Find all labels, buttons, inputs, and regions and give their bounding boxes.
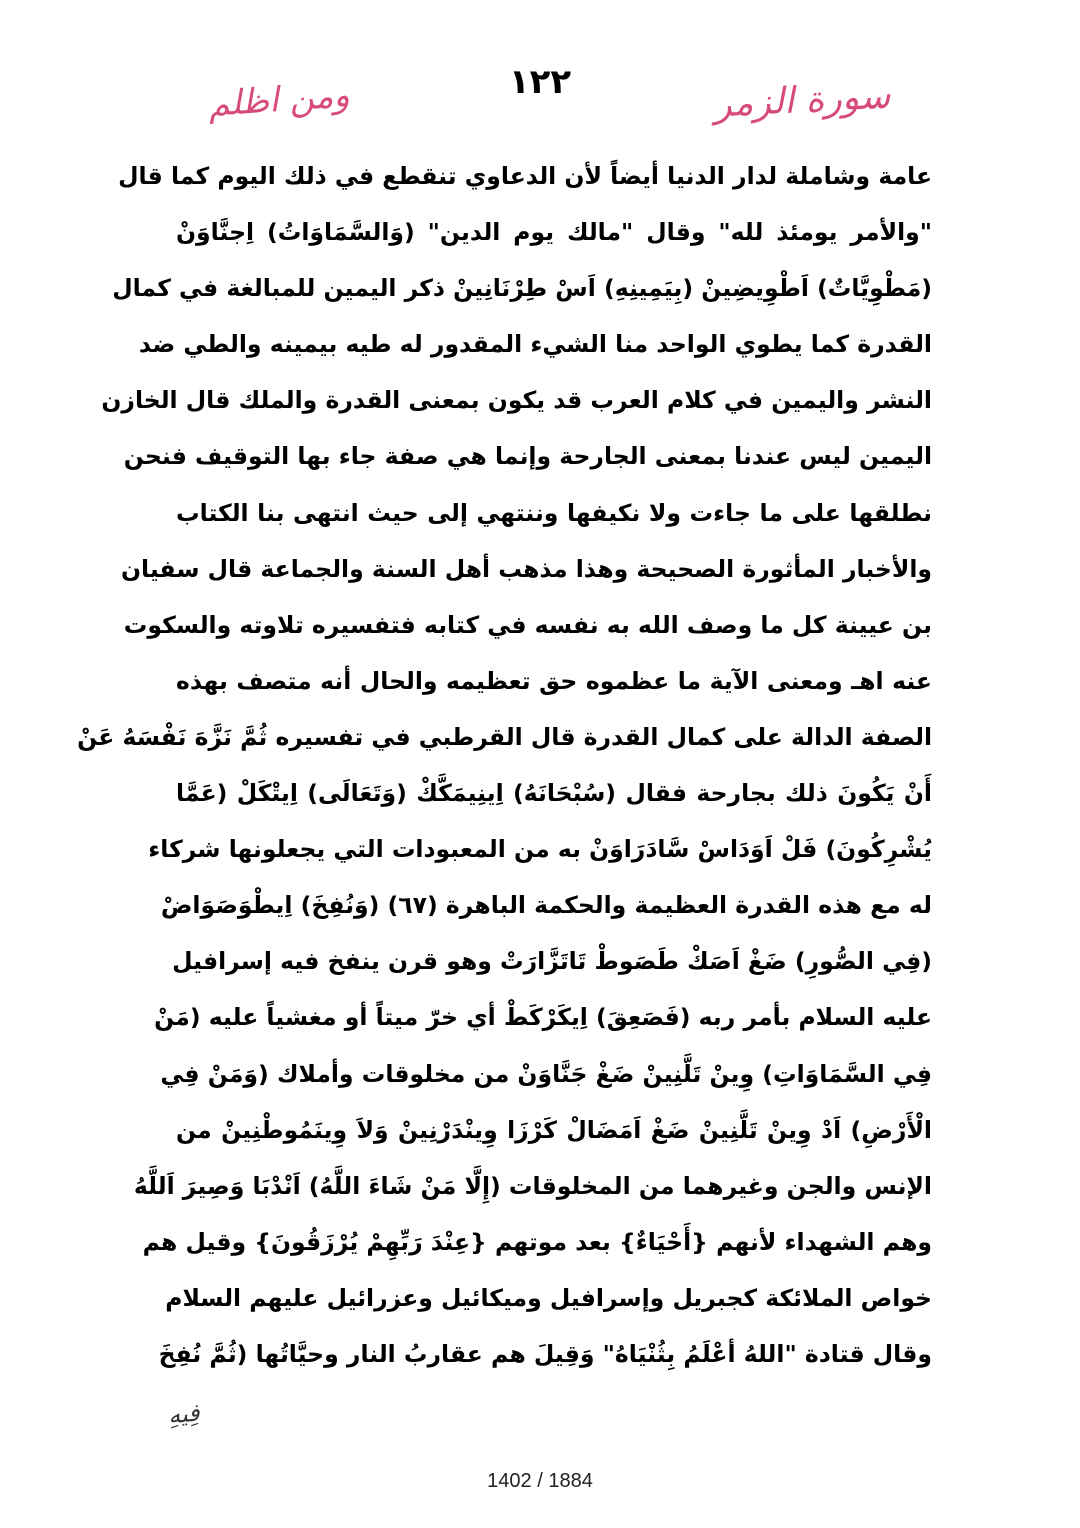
text-line: أَنْ يَكُونَ ذلك بجارحة فقال (سُبْحَانَهُ) اِينِيمَكَّكْ (وَتَعَالَى) اِيتْكَلْ (عَمَّا [176,779,932,808]
text-line: خواص الملائكة كجبريل وإسرافيل وميكائيل وعزرائيل عليهم السلام [165,1283,932,1312]
text-line: بن عيينة كل ما وصف الله به نفسه في كتابه فتفسيره تلاوته والسكوت [123,610,932,639]
text-line: (مَطْوِيَّاتٌ) اَطْوِيضِينْ (بِيَمِينِهِ) اَسْ طِرْنَانِينْ ذكر اليمين للمبالغة في كمال [112,274,932,303]
text-line: (فِي الصُّورِ) ضَغْ اَصَكْ طَصَوطْ تَاتَزَّارَتْ وهو قرن ينفخ فيه إسرافيل [172,947,932,976]
text-line: فِي السَّمَاوَاتِ) وِينْ تَلَّنِينْ ضَغْ جَنَّاوَنْ من مخلوقات وأملاك (وَمَنْ فِي [160,1059,932,1088]
text-line: عنه اهـ ومعنى الآية ما عظموه حق تعظيمه والحال أنه متصف بهذه [176,666,932,695]
text-line: اليمين ليس عندنا بمعنى الجارحة وإنما هي صفة جاء بها التوقيف فنحن [123,442,932,471]
text-line: يُشْرِكُونَ) فَلْ اَوَدَاسْ سَّادَرَاوَنْ به من المعبودات التي يجعلونها شركاء [148,835,932,864]
text-line: وهم الشهداء لأنهم {أَحْيَاءٌ} بعد موتهم {عِنْدَ رَبِّهِمْ يُرْزَقُونَ} وقيل هم [142,1227,932,1256]
body-text [77,148,932,1382]
text-line: عليه السلام بأمر ربه (فَصَعِقَ) اِيكَرْكَطْ أي خرّ ميتاً أو مغشياً عليه (مَنْ [154,1003,932,1032]
section-handwritten-note: ومن اظلم [206,75,351,125]
page-number: ١٢٢ [508,62,572,102]
text-line: النشر واليمين في كلام العرب قد يكون بمعنى القدرة والملك قال الخازن [101,386,932,415]
text-line: والأخبار المأثورة الصحيحة وهذا مذهب أهل السنة والجماعة قال سفيان [120,554,932,583]
text-line: الْأَرْضِ) اَدْ وِينْ تَلَّنِينْ ضَغْ اَمَضَالْ كَرْزَا وِينْدَرْنِينْ وَلاَ وِينَمُوطْنِينْ من [176,1115,932,1144]
text-line: القدرة كما يطوي الواحد منا الشيء المقدور له طيه بيمينه والطي ضد [138,330,932,359]
surah-handwritten-note: سورة الزمر [712,75,891,126]
text-line: عامة وشاملة لدار الدنيا أيضاً لأن الدعاوي تنقطع في ذلك اليوم كما قال [118,162,932,190]
text-line: له مع هذه القدرة العظيمة والحكمة الباهرة (٦٧) (وَنُفِخَ) اِيطْوَصَوَاضْ [160,891,932,920]
text-line: الصفة الدالة على كمال القدرة قال القرطبي في تفسيره ثُمَّ نَزَّهَ نَفْسَهُ عَنْ [77,722,932,751]
text-line: "والأمر يومئذ لله" وقال "مالك يوم الدين" (وَالسَّمَاوَاتُ) اِجنَّاوَنْ [176,218,932,247]
catchword: فِيهِ [166,1398,201,1430]
text-line: وقال قتادة "اللهُ أعْلَمُ بِثُنْيَاهُ" وَقِيلَ هم عقاربُ النار وحيَّاتُها (ثُمَّ نُفِخَ [158,1339,932,1368]
page-counter: 1402 / 1884 [487,1470,593,1492]
text-line: الإنس والجن وغيرهما من المخلوقات (إِلَّا مَنْ شَاءَ اللَّهُ) اَنْدْبَا وَصِيرَ اَللَّهُ [133,1171,932,1200]
text-line: نطلقها على ما جاءت ولا نكيفها وننتهي إلى حيث انتهى بنا الكتاب [176,498,932,527]
